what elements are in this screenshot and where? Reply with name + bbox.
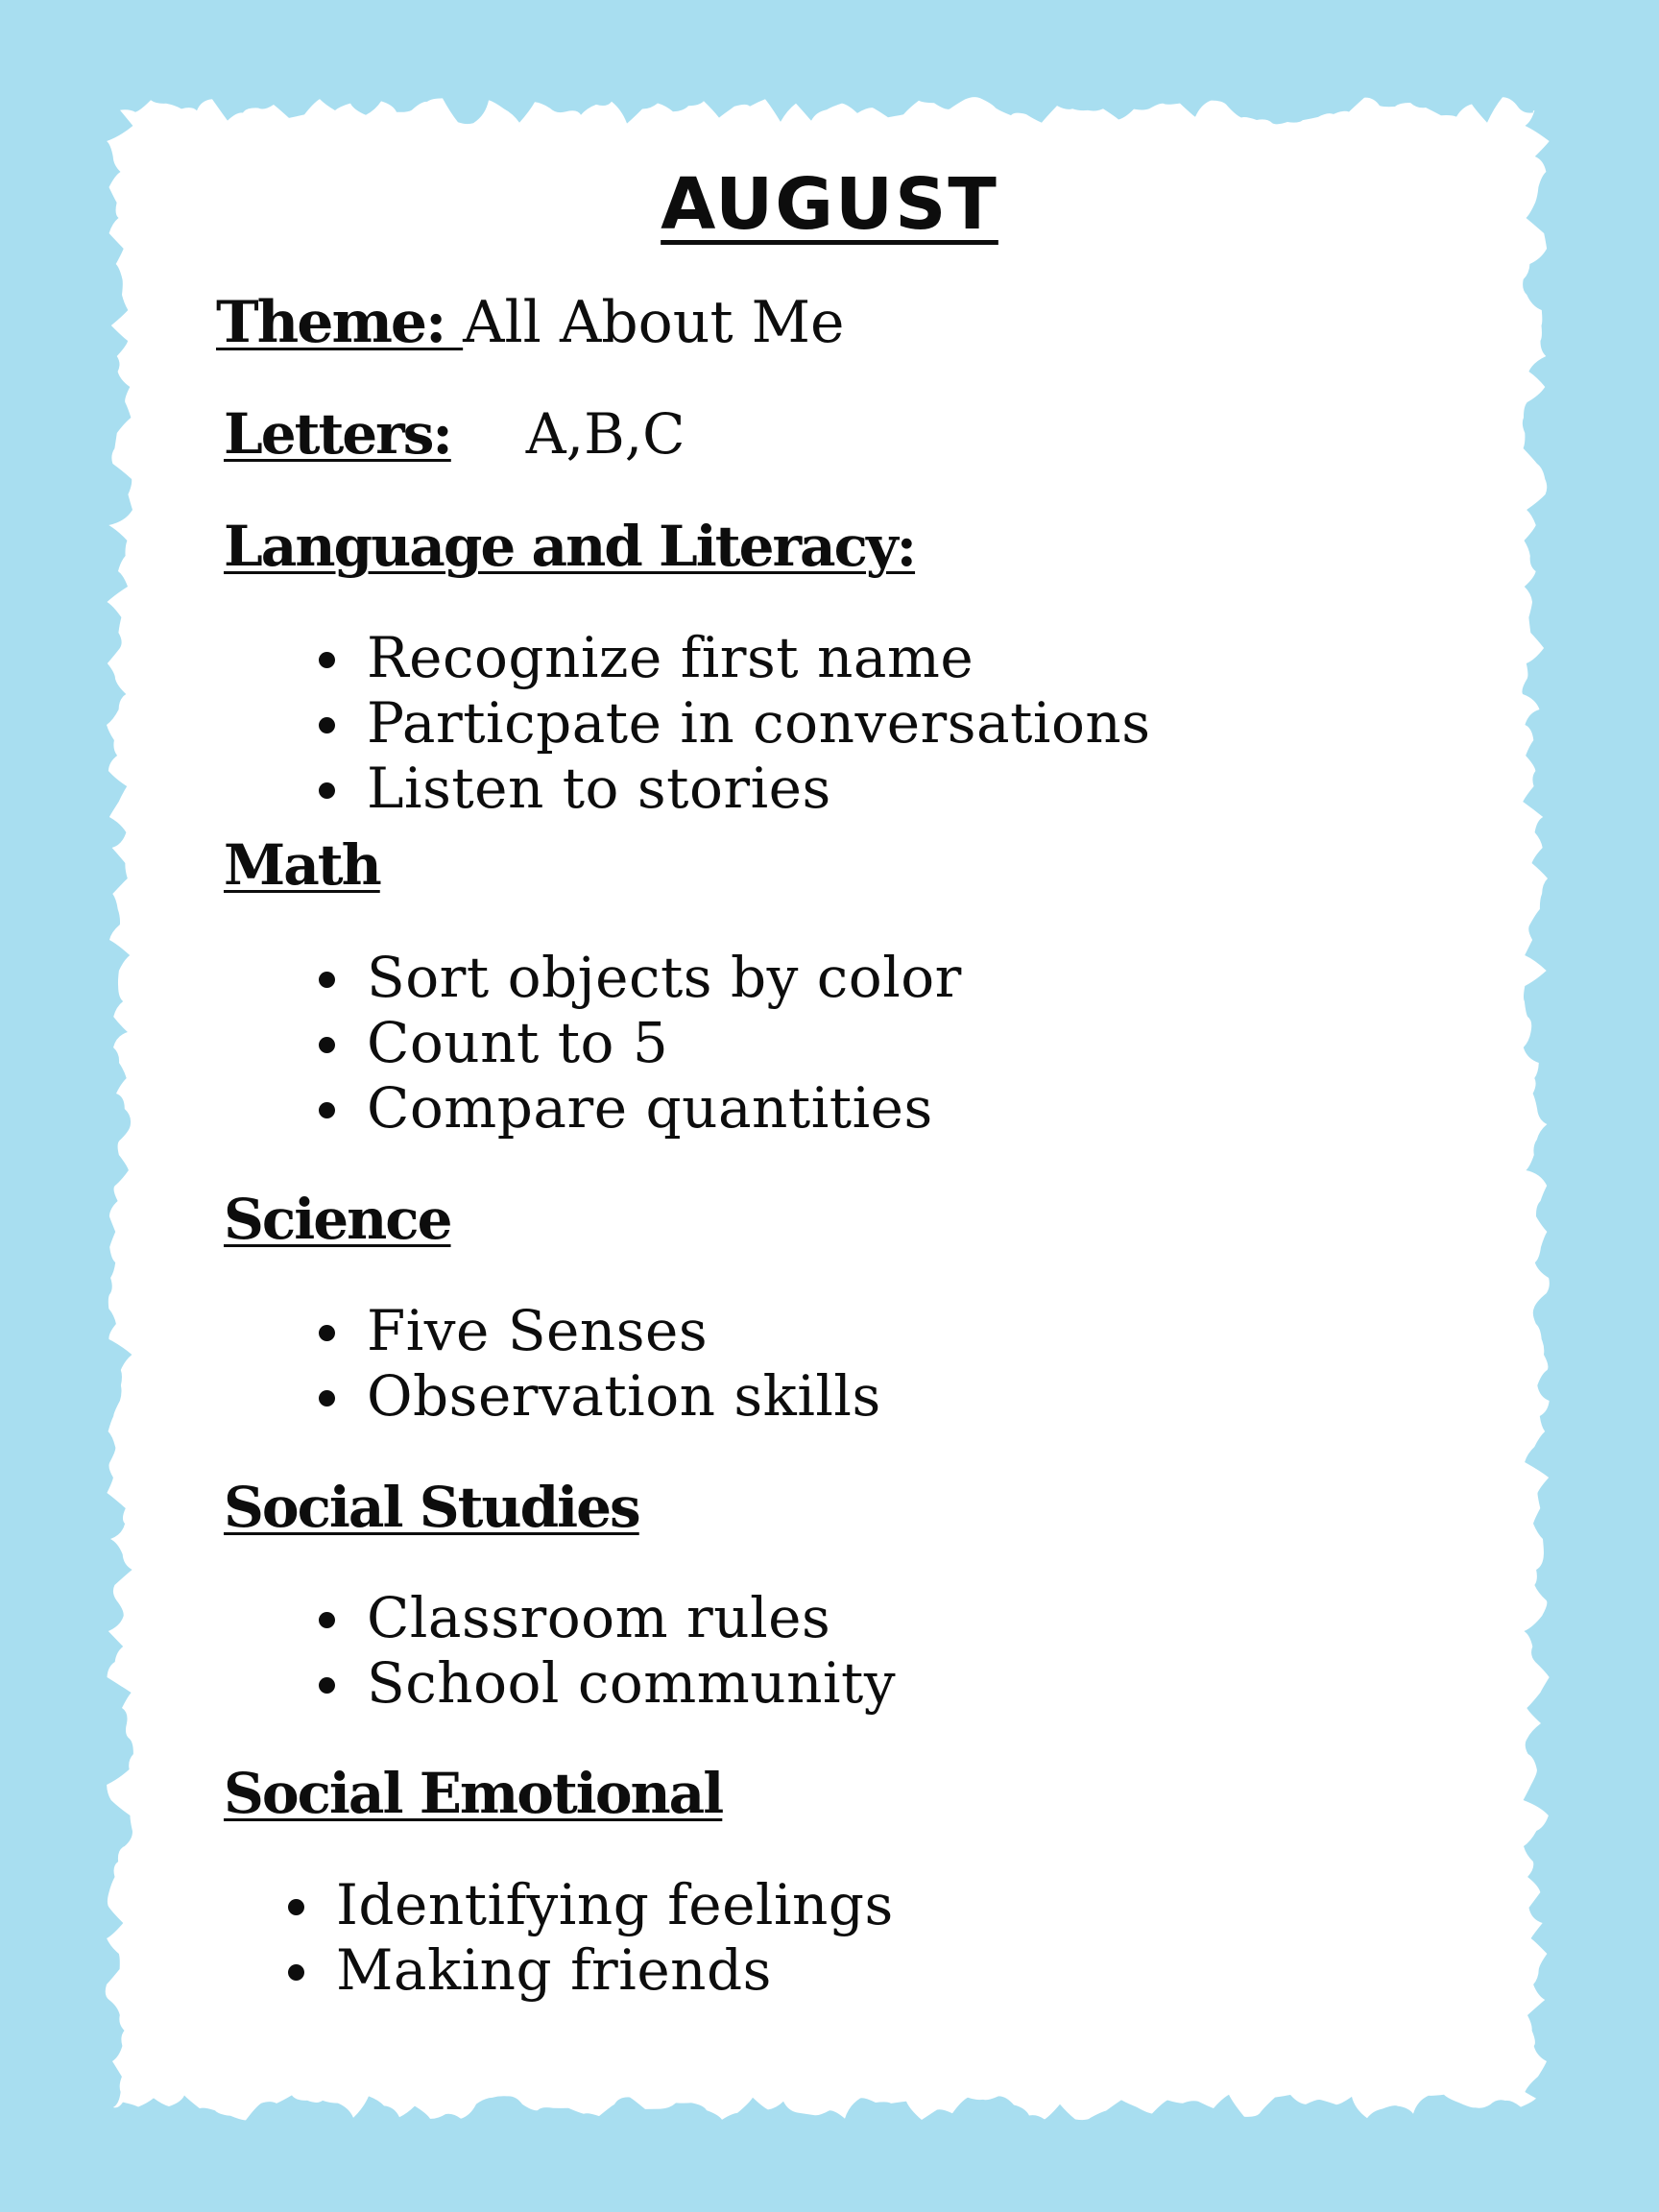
social-studies-list	[319, 1585, 896, 1716]
science-list	[319, 1298, 881, 1429]
list-item: Count to 5	[319, 1010, 962, 1075]
list-item: Classroom rules	[319, 1585, 896, 1650]
list-item: Recognize first name	[319, 625, 1151, 690]
theme-label: Theme:	[216, 289, 464, 356]
list-item: Particpate in conversations	[319, 690, 1151, 756]
list-item: School community	[319, 1650, 896, 1716]
list-item: Compare quantities	[319, 1075, 962, 1141]
language-literacy-list	[319, 625, 1151, 821]
math-list	[319, 945, 962, 1141]
theme-value: All About Me	[463, 289, 845, 356]
language-literacy-heading: Language and Literacy:	[224, 514, 916, 579]
social-emotional-list	[288, 1872, 894, 2003]
letters-row	[224, 397, 685, 470]
letters-label: Letters:	[224, 401, 451, 467]
letters-value: A,B,C	[525, 401, 685, 467]
math-heading: Math	[224, 832, 380, 898]
list-item: Identifying feelings	[288, 1872, 894, 1937]
list-item: Making friends	[288, 1937, 894, 2003]
social-studies-heading: Social Studies	[224, 1475, 639, 1540]
month-title-text: AUGUST	[661, 163, 998, 246]
theme-row	[216, 286, 845, 359]
social-emotional-heading: Social Emotional	[224, 1761, 723, 1826]
list-item: Five Senses	[319, 1298, 881, 1363]
list-item: Listen to stories	[319, 756, 1151, 821]
list-item: Observation skills	[319, 1363, 881, 1429]
list-item: Sort objects by color	[319, 945, 962, 1010]
science-heading: Science	[224, 1187, 451, 1252]
month-title	[0, 161, 1659, 248]
